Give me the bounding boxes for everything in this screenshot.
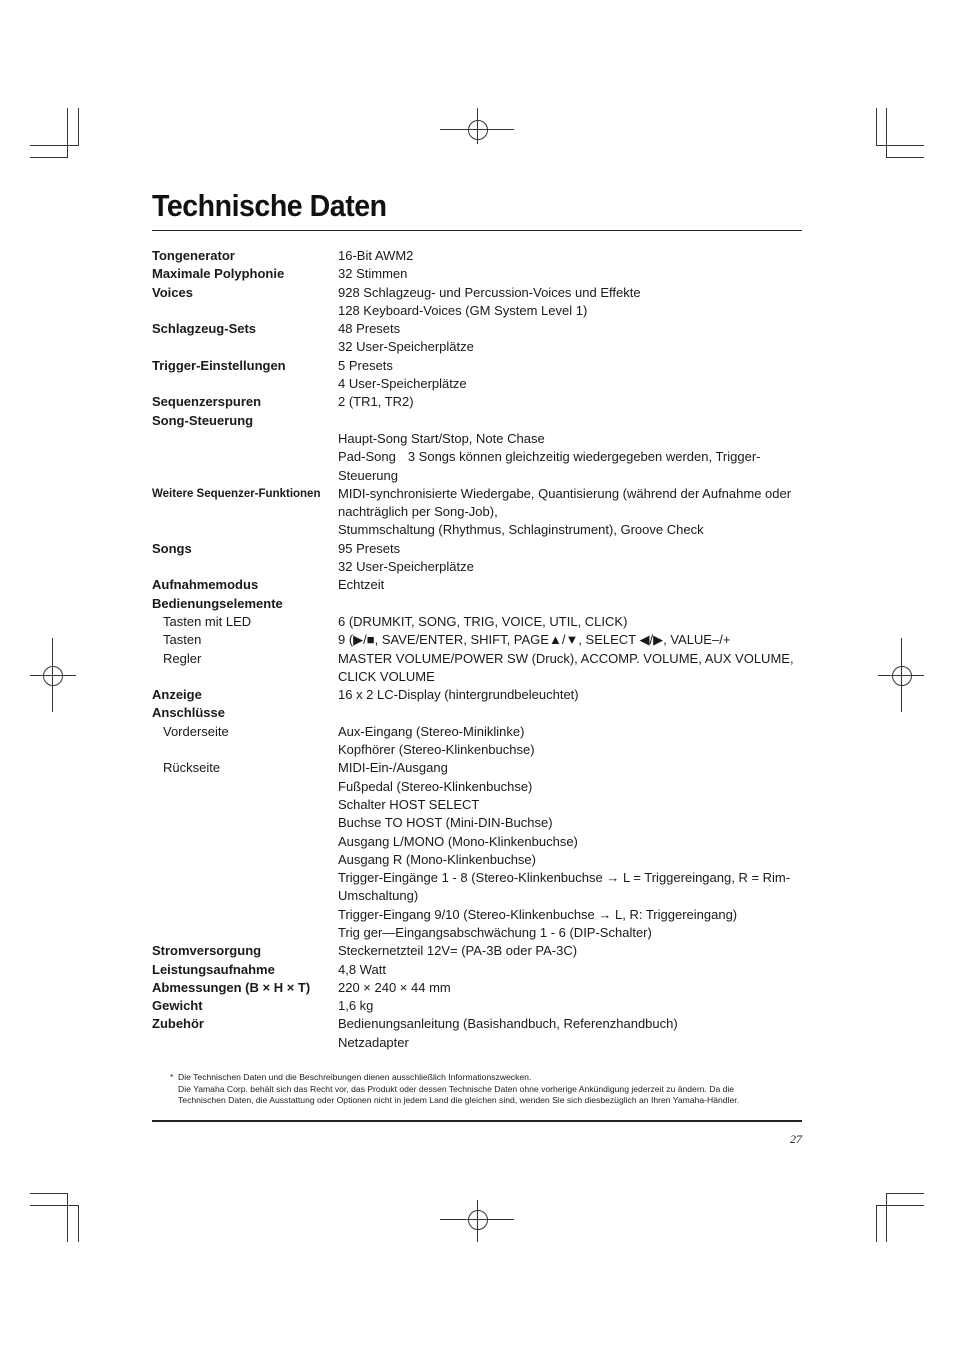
crop-mark — [78, 1205, 79, 1242]
spec-value: Buchse TO HOST (Mini-DIN-Buchse) — [338, 815, 553, 831]
crop-mark — [886, 1193, 924, 1194]
footer-rule — [152, 1120, 802, 1122]
spec-row — [152, 320, 812, 357]
spec-row — [152, 631, 812, 649]
spec-row — [152, 576, 812, 594]
spec-value: 220 × 240 × 44 mm — [338, 979, 451, 995]
spec-row — [152, 284, 812, 321]
spec-value: Echtzeit — [338, 577, 385, 593]
title-rule — [152, 230, 802, 231]
spec-sublabel: Tasten — [163, 632, 202, 648]
spec-value: 2 (TR1, TR2) — [338, 394, 414, 410]
spec-label: Songs — [152, 540, 192, 556]
spec-value: Netzadapter — [338, 1034, 409, 1050]
spec-value: Bedienungsanleitung (Basishandbuch, Referenzhandbuch) — [338, 1016, 678, 1032]
spec-row — [152, 686, 812, 704]
spec-label: Schlagzeug-Sets — [152, 321, 257, 337]
spec-value: 4,8 Watt — [338, 961, 386, 977]
spec-label: Gewicht — [152, 998, 203, 1014]
pad-song-label: Pad-Song — [338, 449, 396, 465]
spec-value — [338, 595, 812, 613]
spec-value: 6 (DRUMKIT, SONG, TRIG, VOICE, UTIL, CLICK) — [338, 613, 628, 629]
spec-label: Leistungsaufnahme — [152, 961, 275, 977]
spec-value — [338, 704, 812, 722]
crop-mark — [30, 157, 68, 158]
spec-row — [152, 393, 812, 411]
footnote — [170, 1072, 790, 1107]
crop-mark — [30, 1205, 78, 1206]
spec-row — [152, 485, 812, 540]
crop-mark — [876, 1205, 924, 1206]
footnote-line: Die Yamaha Corp. behält sich das Recht vor, das Produkt oder dessen Technische Daten ohne vorherige Ankündigung jederzeit zu ändern. Da die — [178, 1083, 735, 1094]
crop-mark — [886, 108, 887, 157]
spec-label: Anzeige — [152, 687, 202, 703]
spec-value: 4 User-Speicherplätze — [338, 376, 467, 392]
spec-sublabel: Rückseite — [163, 760, 221, 776]
spec-row — [152, 613, 812, 631]
spec-value: 9 (▶/■, SAVE/ENTER, SHIFT, PAGE▲/▼, SELECT ◀/▶, VALUE–/+ — [338, 632, 731, 648]
page-number: 27 — [790, 1132, 802, 1146]
crop-mark — [876, 145, 924, 146]
spec-value: 16 x 2 LC-Display (hintergrundbeleuchtet) — [338, 687, 579, 703]
spec-table — [152, 247, 812, 1052]
spec-value: 5 Presets — [338, 357, 393, 373]
spec-value: nachträglich per Song-Job), — [338, 504, 498, 520]
spec-value: Umschaltung) — [338, 888, 419, 904]
spec-label: Voices — [152, 284, 193, 300]
page-title: Technische Daten — [152, 188, 387, 223]
spec-value: 1,6 kg — [338, 998, 374, 1014]
spec-value: Pad-Song 3 Songs können gleichzeitig wiedergegeben werden, Trigger- — [338, 449, 761, 465]
footnote-line: Die Technischen Daten und die Beschreibungen dienen ausschließlich Informationszwecken. — [178, 1072, 532, 1082]
spec-row — [152, 412, 812, 449]
spec-label: Bedienungselemente — [152, 595, 283, 611]
spec-value: 95 Presets — [338, 540, 401, 556]
spec-row — [152, 247, 812, 265]
spec-row — [152, 540, 812, 577]
spec-value: Kopfhörer (Stereo-Klinkenbuchse) — [338, 742, 535, 758]
spec-value: Trigger-Eingänge 1 - 8 (Stereo-Klinkenbuchse → L = Triggereingang, R = Rim- — [338, 870, 791, 886]
crop-mark — [67, 1193, 68, 1242]
spec-value: Ausgang R (Mono-Klinkenbuchse) — [338, 851, 536, 867]
spec-row — [152, 979, 812, 997]
spec-sublabel: Tasten mit LED — [163, 613, 252, 629]
spec-row — [152, 265, 812, 283]
spec-value: Fußpedal (Stereo-Klinkenbuchse) — [338, 778, 533, 794]
spec-label: Stromversorgung — [152, 943, 262, 959]
spec-label: Abmessungen (B × H × T) — [152, 979, 311, 995]
spec-label: Anschlüsse — [152, 705, 225, 721]
spec-label: Sequenzerspuren — [152, 394, 262, 410]
spec-row — [152, 357, 812, 394]
spec-value: 32 Stimmen — [338, 266, 408, 282]
spec-row — [152, 1015, 812, 1052]
spec-row — [152, 942, 812, 960]
spec-label: Maximale Polyphonie — [152, 266, 285, 282]
footnote-line: Technischen Daten, die Ausstattung oder Optionen nicht in jedem Land die gleichen sind, wenden Sie sich diesbezüglich an Ihren Yamaha-Händler. — [178, 1095, 740, 1106]
crop-mark — [886, 157, 924, 158]
crop-mark — [30, 145, 78, 146]
spec-value: Schalter HOST SELECT — [338, 796, 480, 812]
spec-label: Zubehör — [152, 1016, 204, 1032]
spec-row — [152, 595, 812, 613]
spec-label: Weitere Sequenzer-Funktionen — [152, 487, 321, 500]
crop-mark — [30, 1193, 68, 1194]
crop-mark — [876, 1205, 877, 1242]
spec-row — [152, 448, 812, 485]
spec-value: MIDI-Ein-/Ausgang — [338, 760, 448, 776]
spec-value: CLICK VOLUME — [338, 668, 435, 684]
spec-value: Steckernetzteil 12V= (PA-3B oder PA-3C) — [338, 943, 578, 959]
spec-row — [152, 704, 812, 722]
spec-row — [152, 997, 812, 1015]
footnote-marker: * — [170, 1072, 174, 1082]
spec-sublabel: Regler — [163, 650, 202, 666]
spec-value: Stummschaltung (Rhythmus, Schlaginstrument), Groove Check — [338, 522, 704, 538]
spec-value: 32 User-Speicherplätze — [338, 559, 474, 575]
spec-value: Aux-Eingang (Stereo-Miniklinke) — [338, 723, 525, 739]
spec-sublabel: Vorderseite — [163, 723, 229, 739]
spec-label: Tongenerator — [152, 248, 235, 263]
spec-row — [152, 961, 812, 979]
spec-label: Trigger-Einstellungen — [152, 357, 286, 373]
spec-value: 16-Bit AWM2 — [338, 248, 414, 263]
spec-value: 32 User-Speicherplätze — [338, 339, 474, 355]
spec-value: MASTER VOLUME/POWER SW (Druck), ACCOMP. VOLUME, AUX VOLUME, — [338, 650, 794, 666]
spec-value: Trig ger—Eingangsabschwächung 1 - 6 (DIP-Schalter) — [338, 924, 652, 940]
spec-value: Ausgang L/MONO (Mono-Klinkenbuchse) — [338, 833, 578, 849]
spec-value: Steuerung — [338, 467, 398, 483]
spec-row — [152, 723, 812, 760]
spec-value: 48 Presets — [338, 321, 401, 337]
spec-value: Trigger-Eingang 9/10 (Stereo-Klinkenbuchse → L, R: Triggereingang) — [338, 906, 738, 922]
crop-mark — [886, 1193, 887, 1242]
crop-mark — [67, 108, 68, 157]
spec-value: 928 Schlagzeug- und Percussion-Voices und Effekte — [338, 284, 641, 300]
spec-row — [152, 759, 812, 942]
spec-label: Song-Steuerung — [152, 412, 254, 428]
spec-value: 128 Keyboard-Voices (GM System Level 1) — [338, 302, 588, 318]
crop-mark — [876, 108, 877, 146]
crop-mark — [78, 108, 79, 146]
spec-value: MIDI-synchronisierte Wiedergabe, Quantisierung (während der Aufnahme oder — [338, 485, 792, 501]
spec-value — [338, 412, 812, 430]
spec-label: Aufnahmemodus — [152, 577, 259, 593]
spec-value: Haupt-Song Start/Stop, Note Chase — [338, 430, 545, 446]
spec-row — [152, 650, 812, 687]
